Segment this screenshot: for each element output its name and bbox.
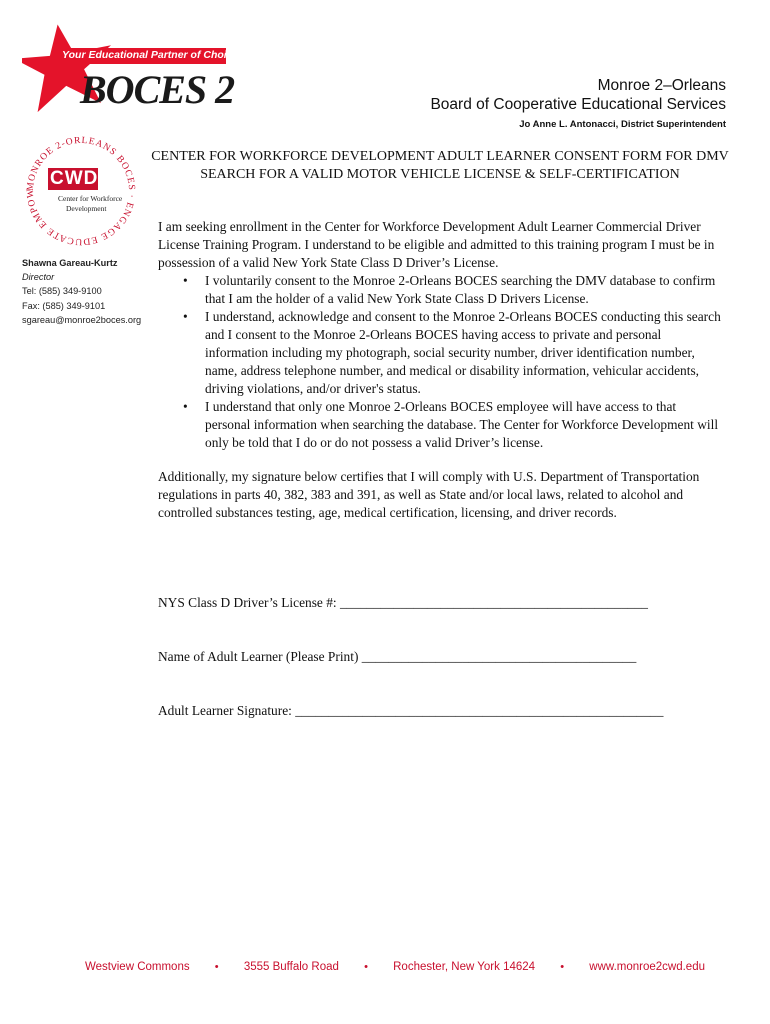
consent-item: • I understand, acknowledge and consent to the Monroe 2-Orleans BOCES conducting this search and I consent to the Monroe 2-Orleans BOCES having access to private and personal information including my photograph, social security number, driver identification number, name, address telephone number, and medical or disability information, vehicular accidents, driving violations, and/or driver's status. bbox=[205, 308, 724, 398]
boces2-logo bbox=[22, 18, 239, 118]
footer-location: Westview Commons bbox=[85, 961, 190, 973]
director-contact bbox=[22, 256, 152, 327]
superintendent-line: Jo Anne L. Antonacci, District Superintendent bbox=[519, 119, 726, 130]
logo-tagline: Your Educational Partner of Choice bbox=[62, 49, 239, 61]
director-tel: Tel: (585) 349-9100 bbox=[22, 286, 102, 297]
license-number-field[interactable]: NYS Class D Driver’s License #: ______________________________________________ bbox=[158, 595, 648, 610]
consent-item: • I voluntarily consent to the Monroe 2-Orleans BOCES searching the DMV database to confirm that I am the holder of a valid New York State Class D Drivers License. bbox=[205, 272, 724, 308]
seal-ring-graphic bbox=[20, 130, 142, 252]
consent-list bbox=[158, 272, 724, 452]
consent-item: • I understand that only one Monroe 2-Orleans BOCES employee will have access to that personal information when searching the database. The Center for Workforce Development will only be told that I do or do not possess a valid Driver’s license. bbox=[205, 398, 724, 452]
org-name: Monroe 2–Orleans bbox=[597, 77, 726, 94]
director-title: Director bbox=[22, 272, 55, 283]
cwd-seal bbox=[20, 130, 142, 252]
learner-name-field[interactable]: Name of Adult Learner (Please Print) _________________________________________ bbox=[158, 649, 637, 664]
form-title: CENTER FOR WORKFORCE DEVELOPMENT ADULT LEARNER CONSENT FORM FOR DMV SEARCH FOR A VALID MOTOR VEHICLE LICENSE & SELF-CERTIFICATION bbox=[151, 149, 729, 182]
logo-wordmark: BOCES 2 bbox=[80, 67, 235, 112]
footer-city: Rochester, New York 14624 bbox=[393, 961, 536, 973]
director-fax: Fax: (585) 349-9101 bbox=[22, 300, 106, 311]
footer-address-bar bbox=[85, 961, 705, 973]
intro-paragraph: I am seeking enrollment in the Center for Workforce Development Adult Learner Commercial Driver License Training Program. I understand to be eligible and admitted to this training program I must be in possession of a valid New York State Class D Driver’s License. bbox=[158, 219, 715, 270]
director-name: Shawna Gareau-Kurtz bbox=[22, 258, 118, 268]
form-body bbox=[158, 218, 724, 522]
footer-separator: • bbox=[364, 961, 368, 973]
footer-separator: • bbox=[560, 961, 565, 973]
certification-paragraph: Additionally, my signature below certifies that I will comply with U.S. Department of Transportation regulations in parts 40, 382, 383 and 391, as well as State and/or local laws, related to alcohol and controlled substances testing, age, medical certification, licensing, and driver records. bbox=[158, 469, 700, 520]
seal-line1: Center for Workforce bbox=[58, 194, 123, 203]
seal-abbrev: CWD bbox=[50, 168, 99, 189]
seal-ring-text: MONROE 2-ORLEANS BOCES · ENGAGE EDUCATE EMPOW bbox=[25, 135, 137, 247]
footer-website[interactable]: www.monroe2cwd.edu bbox=[589, 961, 705, 973]
org-subtitle: Board of Cooperative Educational Services bbox=[430, 96, 726, 113]
director-email[interactable]: sgareau@monroe2boces.org bbox=[22, 314, 142, 325]
footer-street: 3555 Buffalo Road bbox=[243, 961, 339, 973]
learner-signature-field[interactable]: Adult Learner Signature: _______________________________________________________ bbox=[158, 703, 664, 718]
footer-separator: • bbox=[214, 961, 219, 973]
seal-line2: Development bbox=[66, 204, 107, 213]
